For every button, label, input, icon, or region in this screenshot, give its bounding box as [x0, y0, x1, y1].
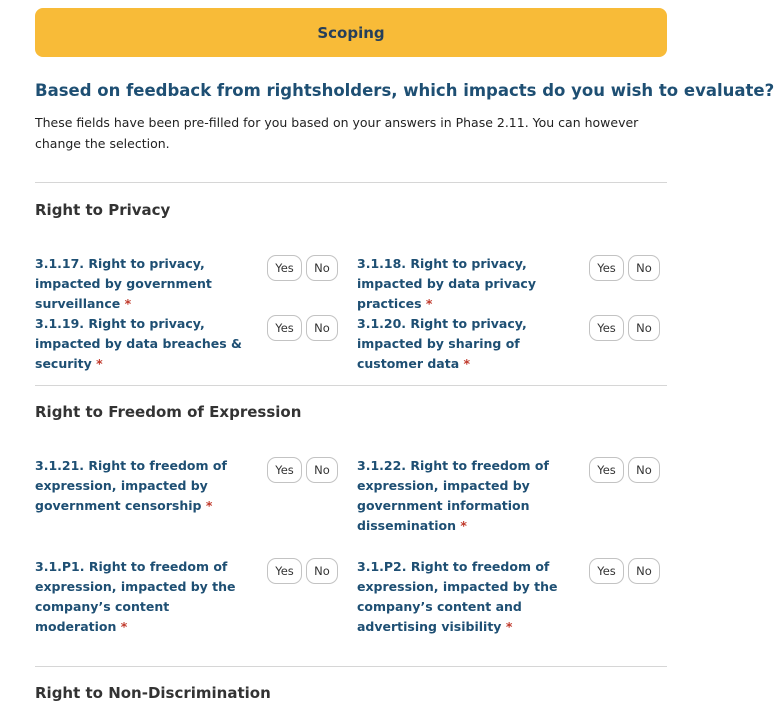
question-label: 3.1.20. Right to privacy, impacted by sharing of customer data *	[357, 316, 527, 371]
section-divider	[35, 385, 667, 386]
yes-button[interactable]: Yes	[267, 315, 302, 341]
question-label: 3.1.22. Right to freedom of expression, impacted by government information dissemination *	[357, 458, 549, 533]
yes-button[interactable]: Yes	[589, 558, 624, 584]
required-marker: *	[460, 518, 467, 533]
no-button[interactable]: No	[306, 315, 338, 341]
required-marker: *	[463, 356, 471, 371]
required-marker: *	[425, 296, 433, 311]
question-label: 3.1.21. Right to freedom of expression, impacted by government censorship *	[35, 458, 227, 513]
section-title-privacy: Right to Privacy	[35, 201, 171, 219]
section-divider	[35, 666, 667, 667]
question-label: 3.1.17. Right to privacy, impacted by government surveillance *	[35, 256, 212, 311]
yes-button[interactable]: Yes	[589, 255, 624, 281]
no-button[interactable]: No	[306, 457, 338, 483]
section-title-non-discrimination: Right to Non-Discrimination	[35, 684, 271, 702]
yes-button[interactable]: Yes	[589, 315, 624, 341]
yes-no-group	[589, 255, 660, 281]
yes-no-group	[267, 457, 338, 483]
required-marker: *	[505, 619, 513, 634]
question-label: 3.1.P1. Right to freedom of expression, impacted by the company’s content moderation *	[35, 559, 236, 634]
yes-button[interactable]: Yes	[589, 457, 624, 483]
no-button[interactable]: No	[628, 457, 660, 483]
required-marker: *	[124, 296, 132, 311]
yes-button[interactable]: Yes	[267, 255, 302, 281]
yes-button[interactable]: Yes	[267, 457, 302, 483]
yes-button[interactable]: Yes	[267, 558, 302, 584]
intro-text: These fields have been pre-filled for you based on your answers in Phase 2.11. You can however change the selection.	[35, 115, 639, 151]
section-divider	[35, 182, 667, 183]
question-heading: Based on feedback from rightsholders, which impacts do you wish to evaluate?	[35, 81, 774, 100]
required-marker: *	[120, 619, 128, 634]
yes-no-group	[267, 558, 338, 584]
required-marker: *	[205, 498, 213, 513]
yes-no-group	[589, 558, 660, 584]
yes-no-group	[267, 255, 338, 281]
no-button[interactable]: No	[628, 255, 660, 281]
yes-no-group	[589, 457, 660, 483]
required-marker: *	[96, 356, 103, 371]
yes-no-group	[589, 315, 660, 341]
question-label: 3.1.19. Right to privacy, impacted by data breaches & security *	[35, 316, 242, 371]
no-button[interactable]: No	[628, 558, 660, 584]
scoping-banner	[35, 8, 667, 57]
section-title-expression: Right to Freedom of Expression	[35, 403, 302, 421]
yes-no-group	[267, 315, 338, 341]
no-button[interactable]: No	[628, 315, 660, 341]
question-label: 3.1.18. Right to privacy, impacted by data privacy practices *	[357, 256, 536, 311]
question-label: 3.1.P2. Right to freedom of expression, impacted by the company’s content and advertising visibility *	[357, 559, 558, 634]
no-button[interactable]: No	[306, 255, 338, 281]
no-button[interactable]: No	[306, 558, 338, 584]
banner-title: Scoping	[317, 23, 385, 42]
